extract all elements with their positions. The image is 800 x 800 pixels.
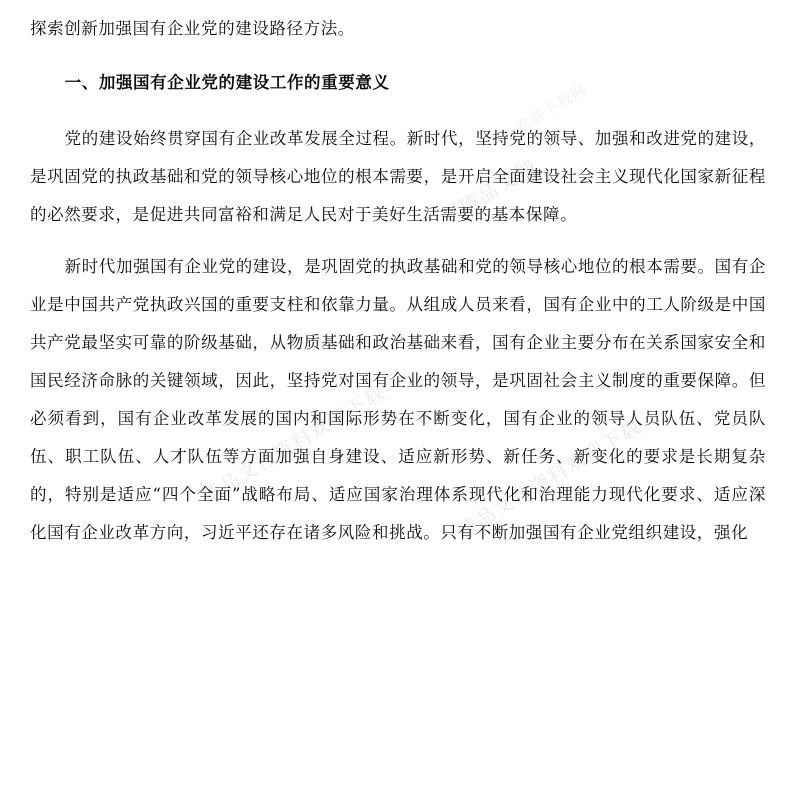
paragraph-lead-continuation: 探索创新加强国有企业党的建设路径方法。 (30, 19, 355, 38)
spacer (30, 234, 766, 248)
section-heading-1: 一、加强国有企业党的建设工作的重要意义 (64, 73, 390, 92)
watermark-mid-right: 精品文档资料欢迎下载 (454, 415, 646, 543)
spacer (30, 48, 766, 64)
watermark-top-right: 精品文档 (454, 154, 542, 221)
paragraph-1: 党的建设始终贯穿国有企业改革发展全过程。新时代，坚持党的领导、加强和改进党的建设，是巩固党的执政基础和党的领导核心地位的根本需要，是开启全面建设社会主义现代化国家新征程的必然要求，是促进共同富裕和满足人民对于美好生活需要的基本保障。 (30, 129, 766, 224)
watermark-mid-left: 精品文档资料欢迎下载 (198, 381, 390, 509)
watermark-small-top: 欢迎下载网 (513, 81, 591, 137)
document-body (30, 10, 766, 552)
spacer (30, 102, 766, 120)
paragraph-2: 新时代加强国有企业党的建设，是巩固党的执政基础和党的领导核心地位的根本需要。国有企业是中国共产党执政兴国的重要支柱和依靠力量。从组成人员来看，国有企业中的工人阶级是中国共产党最坚实可靠的阶级基础，从物质基础和政治基础来看，国有企业主要分布在关系国家安全和国民经济命脉的关键领域，因此，坚持党对国有企业的领导，是巩固社会主义制度的重要保障。但必须看到，国有企业改革发展的国内和国际形势在不断变化，国有企业的领导人员队伍、党员队伍、职工队伍、人才队伍等方面加强自身建设、适应新形势、新任务、新变化的要求是长期复杂的，特别是适应“四个全面”战略布局、适应国家治理体系现代化和治理能力现代化要求、适应深化国有企业改革方向，习近平还存在诸多风险和挑战。只有不断加强国有企业党组织建设，强化 (30, 257, 766, 542)
